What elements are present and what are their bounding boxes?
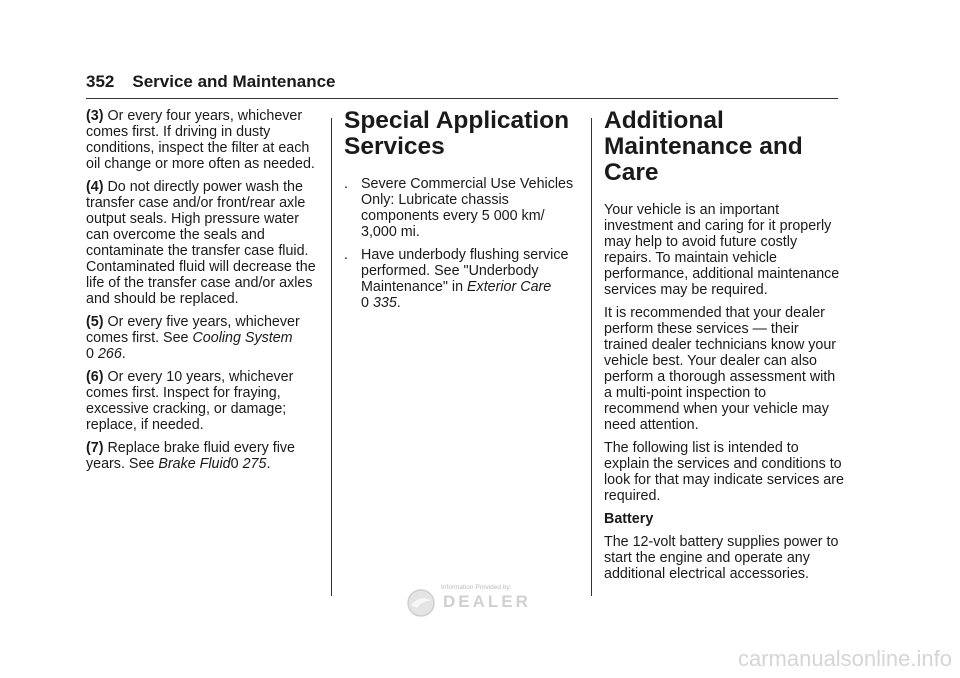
page-ref-number[interactable]: 266 xyxy=(97,346,122,362)
special-services-column xyxy=(344,108,582,318)
note-6: (6) Or every 10 years, whichever comes first. Inspect for fraying, excessive cracking, or damage; replace, if needed. xyxy=(86,369,294,433)
note-4: (4) Do not directly power wash the transfer case and/or front/rear axle output seals. High pressure water can overcome the seals and contaminate the transfer case fluid. Contaminated fluid will decrease the life of the transfer case and/or axles and should be replaced. xyxy=(86,179,316,307)
page-ref-icon: 0 xyxy=(230,456,239,472)
additional-care-column xyxy=(604,108,844,589)
note-3: (3) Or every four years, whichever comes first. If driving in dusty conditions, inspect the filter at each oil change or more often as needed. xyxy=(86,108,315,172)
section-title: Service and Maintenance xyxy=(132,72,336,91)
paragraph: The 12-volt battery supplies power to start the engine and operate any additional electrical accessories. xyxy=(604,534,839,582)
header-rule xyxy=(86,98,838,99)
section-heading: Special Application Services xyxy=(344,107,570,160)
page-number: 352 xyxy=(86,72,115,91)
page-ref-icon: 0 xyxy=(86,346,94,362)
column-divider-1 xyxy=(331,118,332,596)
note-5: (5) Or every five years, whichever comes first. See Cooling System 0 266. xyxy=(86,314,300,362)
section-heading: Additional Maintenance and Care xyxy=(604,107,803,186)
site-watermark: carmanualsonline.info xyxy=(737,646,952,671)
bullet-item: . Have underbody flushing service performed. See "Underbody Maintenance" in Exterior Care 0 335. xyxy=(344,247,569,311)
bullet-icon: . xyxy=(344,247,348,263)
notes-column xyxy=(86,108,322,479)
paragraph: Your vehicle is an important investment and caring for it properly may help to avoid future costly repairs. To maintain vehicle performance, additional maintenance services may be required. xyxy=(604,202,840,298)
bullet-item: . Severe Commercial Use Vehicles Only: Lubricate chassis components every 5 000 km/ 3,000 mi. xyxy=(344,176,574,240)
bullet-icon: . xyxy=(344,176,348,192)
paragraph: It is recommended that your dealer perform these services — their trained dealer technicians know your vehicle best. Your dealer can also perform a thorough assessment with a multi-point inspection to recommend when your vehicle may need attention. xyxy=(604,305,837,433)
page-ref-number[interactable]: 335 xyxy=(372,295,397,311)
subheading-battery: Battery xyxy=(604,511,654,527)
dealer-logo-icon xyxy=(405,588,437,618)
note-7: (7) Replace brake fluid every five years. See Brake Fluid0 275. xyxy=(86,440,296,472)
page-header xyxy=(86,72,336,92)
cross-reference-link[interactable]: Brake Fluid xyxy=(158,456,231,472)
page-ref-number[interactable]: 275 xyxy=(242,456,267,472)
cross-reference-link[interactable]: Exterior Care xyxy=(467,279,552,295)
dealer-watermark: Information Provided by: DEALER xyxy=(405,584,545,620)
column-divider-2 xyxy=(591,118,592,596)
paragraph: The following list is intended to explain the services and conditions to look for that may indicate services are required. xyxy=(604,440,844,504)
page-ref-icon: 0 xyxy=(361,295,369,311)
cross-reference-link[interactable]: Cooling System xyxy=(192,330,293,346)
